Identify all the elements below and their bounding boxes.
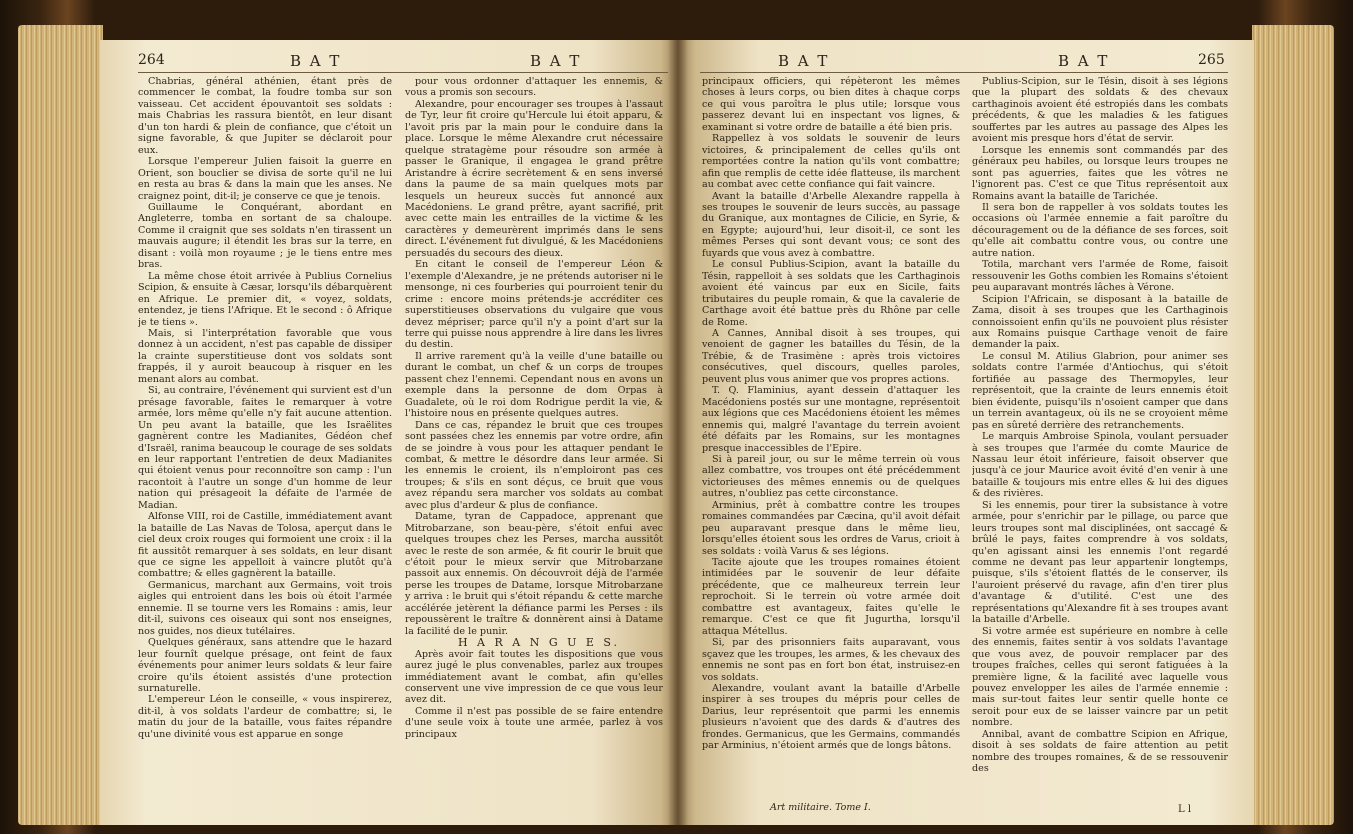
- paragraph: Guillaume le Conquérant, abordant en Angleterre, tomba en sortant de sa chaloupe. Comme il craignit que ses soldats n'en tirassent un mauvais augure; il étendit les bras sur la terre, en disant : voilà mon royaume ; je le tiens entre mes bras.: [138, 201, 392, 271]
- right-column-2: [972, 76, 1228, 804]
- page-number-left: 264: [138, 52, 165, 68]
- running-head-right-b: B A T: [1058, 52, 1110, 70]
- left-column-1: [138, 76, 392, 818]
- paragraph: Totila, marchant vers l'armée de Rome, faisoit ressouvenir les Goths combien les Romains s'étoient peu auparavant montrés lâches à Vérone.: [972, 259, 1228, 294]
- paragraph: Quelques généraux, sans attendre que le hazard leur fournît quelque présage, ont feint de faux événements pour animer leurs soldats & leur faire croire qu'ils étoient assistés d'une protection surnaturelle.: [138, 637, 392, 695]
- header-rule-left: [138, 72, 668, 73]
- running-head-right-a: B A T: [778, 52, 830, 70]
- paragraph: Mais, si l'interprétation favorable que vous donnez à un accident, n'est pas capable de dissiper la crainte superstitieuse dont vos soldats sont frappés, il y auroit beaucoup à risquer en les menant alors au combat.: [138, 327, 392, 385]
- paragraph: Datame, tyran de Cappadoce, apprenant que Mitrobarzane, son beau-père, s'étoit enfui avec quelques troupes chez les Perses, marcha aussitôt avec le reste de son armée, & fit courir le bruit que c'étoit pour le mieux servir que Mitrobarzane passoit aux ennemis. On découvroit déjà de l'armée perse les troupes de Datame, lorsque Mitrobarzane y arriva : le bruit qui s'étoit répandu & cette marche accélérée jetèrent la défiance parmi les Perses : ils repoussèrent le traître & donnèrent ainsi à Datame la facilité de le punir.: [405, 511, 663, 637]
- paragraph: Le consul Publius-Scipion, avant la bataille du Tésin, rappelloit à ses soldats que les Carthaginois avoient été vaincus par eux en Sicile, faits tributaires du peuple romain, & que la cavalerie de Carthage avoit été battue près du Rhône par celle de Rome.: [702, 259, 960, 328]
- paragraph: Lorsque l'empereur Julien faisoit la guerre en Orient, son bouclier se divisa de sorte qu'il ne lui en resta au bras & dans la main que les anses. Ne craignez point, dit-il; je conserve ce que je tenois.: [138, 156, 392, 202]
- paragraph: En citant le conseil de l'empereur Léon & l'exemple d'Alexandre, je ne prétends autoriser ni le mensonge, ni ces fourberies qui pourroient tenir du crime : encore moins prétends-je accréditer ces superstitieuses observations du vulgaire que vous devez mépriser; parce qu'il n'y a point d'art sur la terre qui puisse nous apprendre à lire dans les livres du destin.: [405, 259, 663, 351]
- paragraph: Scipion l'Africain, se disposant à la bataille de Zama, disoit à ses troupes que les Carthaginois connoissoient enfin qu'ils ne pouvoient plus résister aux Romains puisque Carthage venoit de faire demander la paix.: [972, 293, 1228, 351]
- paragraph: La même chose étoit arrivée à Publius Cornelius Scipion, & ensuite à Cæsar, lorsqu'ils débarquèrent en Afrique. Le premier dit, « voyez, soldats, entendez, je tiens l'Afrique. Et le second : ô Afrique je te tiens ».: [138, 270, 392, 328]
- paragraph: Si les ennemis, pour tirer la subsistance à votre armée, pour s'enrichir par le pillage, ou parce que leurs troupes sont mal disciplinées, ont saccagé & brûlé le pays, faites comprendre à vos soldats, qu'en agissant ainsi les ennemis l'ont regardé comme ne devant pas leur appartenir longtemps, puisque, s'ils s'étoient flattés de le conserver, ils l'auroient préservé du ravage, afin d'en tirer plus d'avantage & d'utilité. C'est une des représentations qu'Alexandre fit à ses troupes avant la bataille d'Arbelle.: [972, 499, 1228, 626]
- paragraph: Comme il n'est pas possible de se faire entendre d'une seule voix à toute une armée, parlez à vos principaux: [405, 705, 663, 740]
- paragraph: A Cannes, Annibal disoit à ses troupes, qui venoient de gagner les batailles du Tésin, de la Trébie, & de Trasimène : après trois victoires consécutives, quel discours, quelles paroles, peuvent plus vous animer que vos propres actions.: [702, 327, 960, 385]
- right-column-1: [702, 76, 960, 796]
- paragraph: L'empereur Léon le conseille, « vous inspirerez, dit-il, à vos soldats l'ardeur de combattre; si, le matin du jour de la bataille, vous faites répandre qu'une divinité vous est apparue en songe: [138, 694, 392, 740]
- section-title-harangues: H A R A N G U E S.: [457, 636, 621, 650]
- paragraph: principaux officiers, qui répèteront les mêmes choses à leurs corps, ou bien dites à chaque corps ce qui vous paroîtra le plus utile; lorsque vous passerez devant lui en inspectant vos lignes, & examinant si votre ordre de bataille a été bien pris.: [702, 76, 960, 133]
- paragraph: Le consul M. Atilius Glabrion, pour animer ses soldats contre l'armée d'Antiochus, qui s'étoit fortifiée au passage des Thermopyles, leur représentoit, que la crainte de leurs ennemis étoit bien évidente, puisqu'ils n'osoient camper que dans un terrein avantageux, où ils ne se croyoient même pas en sûreté derrière des retranchements.: [972, 350, 1228, 431]
- signature-mark: L l: [1178, 804, 1192, 815]
- paragraph: Il sera bon de rappeller à vos soldats toutes les occasions où l'armée ennemie a fait paroître du découragement ou de la défiance de ses forces, soit qu'elle ait combattu contre vous, ou contre une autre nation.: [972, 201, 1228, 259]
- paragraph: pour vous ordonner d'attaquer les ennemis, & vous a promis son secours.: [405, 76, 663, 99]
- paragraph: Si votre armée est supérieure en nombre à celle des ennemis, faites sentir à vos soldats l'avantage que vous avez, de pouvoir remplacer par des troupes fraîches, celles qui seront fatiguées à la première ligne, & la facilité avec laquelle vous pouvez envelopper les ailes de l'armée ennemie : mais sur-tout faites leur sentir quelle honte ce seroit pour eux de se laisser vaincre par un petit nombre.: [972, 625, 1228, 729]
- paragraph: Tacite ajoute que les troupes romaines étoient intimidées par le souvenir de leur défaite précédente, que ce malheureux terrein leur reprochoit. Si le terrein où votre armée doit combattre est avantageux, faites qu'elle le remarque. C'est ce que fit Jugurtha, lorsqu'il attaqua Métellus.: [702, 557, 960, 637]
- paragraph: Si, au contraire, l'événement qui survient est d'un présage favorable, faites le remarquer à votre armée, lors même qu'elle n'y fait aucune attention. Un peu avant la bataille, que les Israëlites gagnèrent contre les Madianites, Gédéon chef d'Israël, ranima beaucoup le courage de ses soldats en leur rapportant l'entretien de deux Madianites qui étoient venus pour reconnoître son camp : l'un racontoit à l'autre un songe d'un homme de leur nation qui présageoit la défaite de l'armée de Madian.: [138, 385, 392, 511]
- book-gutter: [668, 40, 688, 825]
- paragraph: Alexandre, pour encourager ses troupes à l'assaut de Tyr, leur fit croire qu'Hercule lui étoit apparu, & l'avoit pris par la main pour le conduire dans la place. Lorsque le même Alexandre crut nécessaire quelque stratagème pour résoudre son armée à passer le Granique, il engagea le grand prêtre Aristandre à écrire secrètement & en sens inversé dans la paume de sa main quelques mots par lesquels un heureux succès fut annoncé aux Macédoniens. Le grand prêtre, ayant sacrifié, prit avec cette main les entrailles de la victime & les caractères y demeurèrent imprimés dans le sens direct. L'événement fut divulgué, & les Macédoniens persuadés du secours des dieux.: [405, 98, 663, 259]
- paragraph: Chabrias, général athénien, étant près de commencer le combat, la foudre tomba sur son vaisseau. Cet accident épouvantoit ses soldats : mais Chabrias les rassura bientôt, en leur disant d'un ton hardi & plein de confiance, que c'étoit un signe favorable, & que Jupiter se déclaroit pour eux.: [138, 76, 392, 156]
- running-head-left-b: B A T: [530, 52, 582, 70]
- right-page: [678, 40, 1254, 825]
- right-page-edges: [1252, 25, 1334, 825]
- paragraph: Avant la bataille d'Arbelle Alexandre rappella à ses troupes le souvenir de leurs succès, au passage du Granique, aux montagnes de Cilicie, en Syrie, & en Egypte; aujourd'hui, leur disoit-il, ce sont les mêmes Perses qui sont devant vous; ce sont des fuyards que vous avez à combattre.: [702, 190, 960, 259]
- page-number-right: 265: [1198, 52, 1225, 68]
- paragraph: Alfonse VIII, roi de Castille, immédiatement avant la bataille de Las Navas de Tolosa, aperçut dans le ciel deux croix rouges qui formoient une croix : il la fit aussitôt remarquer à ses soldats, en leur disant que ce signe les appelloit à vaincre plutôt qu'à combattre; & elles gagnèrent la bataille.: [138, 511, 392, 580]
- paragraph: Arminius, prêt à combattre contre les troupes romaines commandées par Cæcina, qu'il avoit défait peu auparavant presque dans le même lieu, lorsqu'elles étoient sous les ordres de Varus, crioit à ses soldats : voilà Varus & ses légions.: [702, 499, 960, 557]
- paragraph: Dans ce cas, répandez le bruit que ces troupes sont passées chez les ennemis par votre ordre, afin de se joindre à vous pour les attaquer pendant le combat, & mettre le désordre dans leur armée. Si les ennemis le croient, ils n'emploiront pas ces troupes; & s'ils en sont déçus, ce bruit que vous avez répandu sera marcher vos soldats au combat avec plus d'ardeur & plus de confiance.: [405, 419, 663, 511]
- paragraph: T. Q. Flaminius, ayant dessein d'attaquer les Macédoniens postés sur une montagne, représentoit aux légions que ces Macédoniens étoient les mêmes ennemis qui, malgré l'avantage du terrein avoient été défaits par les Romains, sur les montagnes presque inaccessibles de l'Epire.: [702, 385, 960, 454]
- paragraph: Annibal, avant de combattre Scipion en Afrique, disoit à ses soldats de faire attention au petit nombre des troupes romaines, & de se ressouvenir des: [972, 728, 1228, 775]
- paragraph: Publius-Scipion, sur le Tésin, disoit à ses légions que la plupart des soldats & des chevaux carthaginois avoient été estropiés dans les combats précédents, & que les maladies & les fatigues souffertes par les autres au passage des Alpes les avoient mis presque hors d'état de servir.: [972, 76, 1228, 145]
- paragraph: Si, par des prisonniers faits auparavant, vous sçavez que les troupes, les armes, & les chevaux des ennemis ne sont pas en fort bon état, instruisez-en vos soldats.: [702, 637, 960, 683]
- paragraph: Il arrive rarement qu'à la veille d'une bataille ou durant le combat, un chef & un corps de troupes passent chez l'ennemi. Cependant nous en avons un exemple dans la personne de dom Orpas à Guadalete, où le roi dom Rodrigue perdit la vie, & l'histoire nous en présente quelques autres.: [405, 350, 663, 420]
- header-rule-right: [700, 72, 1228, 73]
- paragraph: Après avoir fait toutes les dispositions que vous aurez jugé le plus convenables, parlez aux troupes immédiatement avant le combat, afin qu'elles conservent une vive impression de ce que vous leur avez dit.: [405, 648, 663, 706]
- paragraph: Lorsque les ennemis sont commandés par des généraux peu habiles, ou lorsque leurs troupes ne sont pas aguerries, faites que les vôtres ne l'ignorent pas. C'est ce que Titus représentoit aux Romains avant la bataille de Tarichée.: [972, 144, 1228, 202]
- paragraph: Rappellez à vos soldats le souvenir de leurs victoires, & principalement de celles qu'ils ont remportées contre la nation qu'ils vont combattre; afin que remplis de cette idée flatteuse, ils marchent au combat avec cette confiance qui fait vaincre.: [702, 133, 960, 191]
- paragraph: Le marquis Ambroise Spinola, voulant persuader à ses troupes que l'armée du comte Maurice de Nassau leur étoit inférieure, faisoit observer que jusqu'à ce jour Maurice avoit évité d'en venir à une bataille & toujours mis entre elles & lui des digues & des rivières.: [972, 431, 1228, 500]
- left-column-2: [405, 76, 663, 818]
- footer-note: Art militaire. Tome I.: [770, 802, 871, 813]
- paragraph: Alexandre, voulant avant la bataille d'Arbelle inspirer à ses troupes du mépris pour celles de Darius, leur représentoit que parmi les ennemis plusieurs n'avoient que des dards & d'autres des frondes. Germanicus, que les Germains, commandés par Arminius, n'étoient armés que de longs bâtons.: [702, 683, 960, 752]
- left-page-edges: [18, 25, 103, 825]
- running-head-left-a: B A T: [290, 52, 342, 70]
- left-page: [100, 40, 678, 825]
- paragraph: Germanicus, marchant aux Germains, voit trois aigles qui entroient dans les bois où étoit l'armée ennemie. Il se tourne vers les Romains : amis, leur dit-il, suivons ces oiseaux qui sont nos enseignes, nos guides, nos dieux tutélaires.: [138, 579, 392, 637]
- paragraph: Si à pareil jour, ou sur le même terrein où vous allez combattre, vos troupes ont été précédemment victorieuses des mêmes ennemis ou de quelques autres, n'oubliez pas cette circonstance.: [702, 453, 960, 500]
